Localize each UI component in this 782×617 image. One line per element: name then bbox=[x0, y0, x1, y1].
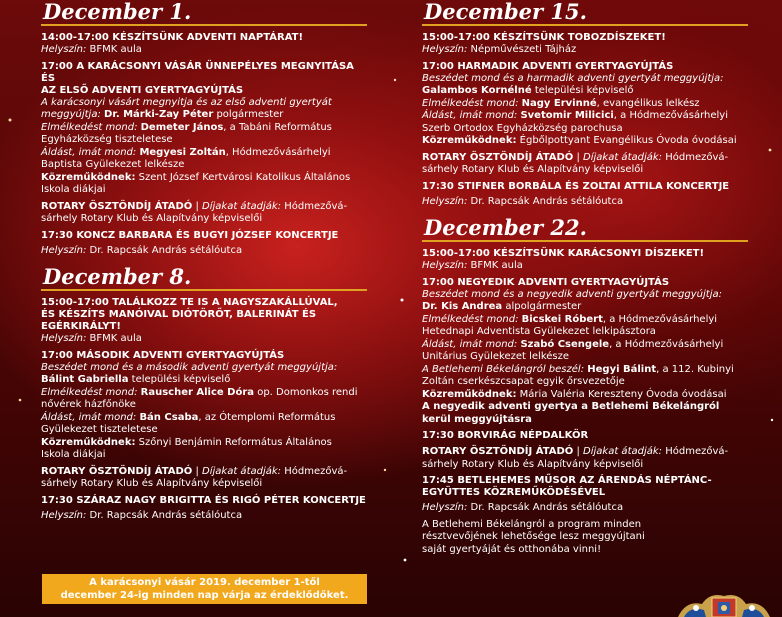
event-detail: sárhely Rotary Klub és Alapítvány képviselői bbox=[41, 478, 263, 489]
detail-label: Közreműködnek: bbox=[41, 436, 136, 448]
event-rotary-award bbox=[41, 201, 367, 226]
event-title-line: 17:00 A KARÁCSONYI VÁSÁR ÜNNEPÉLYES MEGNYITÁSA ÉS bbox=[41, 60, 354, 84]
person-name: Dr. Kis Andrea bbox=[422, 301, 503, 312]
detail-text: op. Domonkos rendi bbox=[257, 386, 358, 398]
event-rotary-award bbox=[422, 446, 748, 471]
detail-text: , a Hódmezővásárhelyi bbox=[602, 313, 718, 325]
event-title: ROTARY ÖSZTÖNDÍJ ÁTADÓ bbox=[422, 151, 574, 163]
event-detail: nővérek házfőnöke bbox=[41, 399, 136, 410]
detail-text: , a Hódmezővásárhelyi bbox=[613, 110, 728, 121]
event-detail: sárhely Rotary Klub és Alapítvány képviselői bbox=[422, 458, 644, 470]
detail-text: , a Hódmezővásárhelyi bbox=[609, 338, 724, 350]
person-name: Svetomir Milicici bbox=[520, 110, 614, 121]
event-title-line: 15:00-17:00 TALÁLKOZZ TE IS A NAGYSZAKÁLLÚVAL, bbox=[41, 297, 338, 308]
detail-text: Hódmezővá- bbox=[284, 465, 348, 477]
left-column bbox=[41, 0, 367, 526]
event-concert bbox=[41, 495, 367, 523]
event-title: 17:30 BORVIRÁG NÉPDALKÖR bbox=[422, 430, 589, 441]
venue: BFMK aula bbox=[470, 260, 523, 271]
event-nativity-play bbox=[422, 475, 748, 515]
venue-label: Helyszín: bbox=[41, 333, 87, 344]
detail-text: , az Ótemplomi Református bbox=[198, 411, 336, 423]
person-name: Megyesi Zoltán bbox=[139, 146, 226, 158]
detail-label: Áldást, imát mond: bbox=[422, 110, 518, 121]
venue: Dr. Rapcsák András sétálóutca bbox=[89, 509, 243, 521]
event-rotary-award bbox=[41, 466, 367, 491]
note-line: saját gyertyáját és otthonába vinni! bbox=[422, 543, 602, 555]
event-detail: sárhely Rotary Klub és Alapítvány képviselői bbox=[41, 213, 263, 224]
event-folk-choir bbox=[422, 430, 748, 442]
detail-label: meggyújtja: bbox=[41, 109, 101, 120]
detail-text: Szőnyi Benjámin Református Általános bbox=[138, 436, 332, 448]
market-dates-banner bbox=[42, 574, 367, 604]
event-second-advent bbox=[41, 350, 367, 462]
person-name: Szabó Csengele bbox=[520, 338, 610, 350]
detail-label: Közreműködnek: bbox=[422, 135, 517, 146]
detail-label: Díjakat átadják: bbox=[202, 200, 282, 212]
event-title: ROTARY ÖSZTÖNDÍJ ÁTADÓ bbox=[41, 465, 193, 477]
detail-label: Elmélkedést mond: bbox=[41, 121, 138, 133]
event-detail: Egyházközség tiszteletese bbox=[41, 134, 173, 145]
event-title: 15:00-17:00 KÉSZÍTSÜNK TOBOZDÍSZEKET! bbox=[422, 32, 666, 43]
event-decorations-workshop bbox=[422, 248, 748, 273]
detail-label: Áldást, imát mond: bbox=[41, 146, 137, 158]
event-title-line: 17:45 BETLEHEMES MŰSOR AZ ÁRENDÁS NÉPTÁNC- bbox=[422, 475, 712, 486]
detail-text: Szent József Kertvárosi Katolikus Általános bbox=[138, 171, 351, 183]
event-detail: Unitárius Gyülekezet lelkésze bbox=[422, 351, 570, 362]
person-name: Demeter János bbox=[140, 121, 224, 133]
event-detail: Iskola diákjai bbox=[41, 449, 106, 460]
event-highlight: A negyedik adventi gyertya a Betlehemi Békelángról bbox=[422, 401, 720, 412]
event-santa-workshop bbox=[41, 297, 367, 346]
event-market-opening bbox=[41, 61, 367, 197]
detail-label: Díjakat átadják: bbox=[583, 151, 663, 163]
venue: Dr. Rapcsák András sétálóutca bbox=[470, 195, 624, 207]
event-title: 15:00-17:00 KÉSZÍTSÜNK KARÁCSONYI DÍSZEKET! bbox=[422, 248, 705, 259]
heading-december-1: December 1. bbox=[41, 0, 367, 26]
event-concert bbox=[422, 181, 748, 209]
detail-text: , a Tabáni Református bbox=[223, 121, 332, 133]
detail-text: , evangélikus lelkész bbox=[596, 97, 700, 109]
event-detail: Gyülekezet tiszteletese bbox=[41, 424, 158, 435]
heading-december-22: December 22. bbox=[422, 216, 748, 242]
venue-label: Helyszín: bbox=[422, 260, 468, 271]
person-name: Bán Csaba bbox=[139, 411, 199, 423]
banner-line: A karácsonyi vásár 2019. december 1-től bbox=[89, 577, 320, 588]
separator: | bbox=[576, 151, 580, 163]
venue: BFMK aula bbox=[89, 333, 142, 344]
event-title: 17:00 MÁSODIK ADVENTI GYERTYAGYÚJTÁS bbox=[41, 349, 285, 361]
venue-label: Helyszín: bbox=[422, 44, 468, 55]
detail-text: Hódmezővá- bbox=[665, 151, 729, 163]
event-detail: Beszédet mond és a harmadik adventi gyertyát meggyújtja: bbox=[422, 72, 724, 84]
event-title-line: ÉS KÉSZÍTS MANÓIVAL DIÓTÖRŐT, BALERINÁT ÉS bbox=[41, 309, 317, 320]
detail-label: A Betlehemi Békelángról beszél: bbox=[422, 363, 585, 375]
separator: | bbox=[195, 465, 199, 477]
detail-label: Áldást, imát mond: bbox=[422, 338, 518, 350]
detail-label: Áldást, imát mond: bbox=[41, 411, 137, 423]
detail-label: Elmélkedést mond: bbox=[422, 97, 519, 109]
event-detail: Zoltán cserkészcsapat egyik őrsvezetője bbox=[422, 376, 625, 387]
event-title-line: EGYÜTTES KÖZREMŰKÖDÉSÉVEL bbox=[422, 487, 606, 498]
person-name: Hegyi Bálint bbox=[587, 363, 657, 375]
separator: | bbox=[576, 446, 580, 457]
event-detail: Beszédet mond és a negyedik adventi gyertyát meggyújtja: bbox=[422, 288, 722, 300]
detail-label: Közreműködnek: bbox=[41, 171, 136, 183]
venue: Népművészeti Tájház bbox=[470, 44, 577, 55]
city-coat-of-arms-icon bbox=[676, 586, 772, 617]
detail-text: települési képviselő bbox=[534, 85, 634, 96]
detail-text: Hódmezővá- bbox=[284, 200, 348, 212]
event-title: 17:00 HARMADIK ADVENTI GYERTYAGYÚJTÁS bbox=[422, 60, 674, 72]
event-title: 17:30 STIFNER BORBÁLA ÉS ZOLTAI ATTILA KONCERTJE bbox=[422, 180, 730, 192]
venue-label: Helyszín: bbox=[41, 44, 87, 55]
detail-label: Elmélkedést mond: bbox=[41, 386, 138, 398]
venue: Dr. Rapcsák András sétálóutca bbox=[470, 502, 624, 513]
event-detail: Baptista Gyülekezet lelkésze bbox=[41, 159, 185, 170]
venue-label: Helyszín: bbox=[422, 195, 468, 207]
venue: Dr. Rapcsák András sétálóutca bbox=[89, 244, 243, 256]
detail-text: polgármester bbox=[216, 109, 284, 120]
heading-december-8: December 8. bbox=[41, 265, 367, 291]
right-column bbox=[422, 0, 748, 560]
separator: | bbox=[195, 200, 199, 212]
event-detail: Iskola diákjai bbox=[41, 184, 106, 195]
event-advent-calendar bbox=[41, 32, 367, 57]
venue-label: Helyszín: bbox=[41, 244, 87, 256]
detail-text: települési képviselő bbox=[131, 374, 231, 385]
banner-line: december 24-ig minden nap várja az érdeklődőket. bbox=[60, 590, 349, 601]
event-third-advent bbox=[422, 61, 748, 148]
event-detail: Szerb Ortodox Egyházközség parochusa bbox=[422, 122, 623, 134]
event-detail: Hetednapi Adventista Gyülekezet lelkipásztora bbox=[422, 326, 656, 337]
event-title: 14:00-17:00 KÉSZÍTSÜNK ADVENTI NAPTÁRAT! bbox=[41, 32, 304, 43]
note-line: A Betlehemi Békelángról a program minden bbox=[422, 518, 642, 530]
event-detail: Beszédet mond és a második adventi gyertyát meggyújtja: bbox=[41, 361, 338, 373]
event-pinecone-workshop bbox=[422, 32, 748, 57]
person-name: Galambos Kornélné bbox=[422, 85, 532, 96]
event-title-line: EGÉRKIRÁLYT! bbox=[41, 321, 121, 332]
person-name: Dr. Márki-Zay Péter bbox=[104, 109, 214, 120]
detail-label: Díjakat átadják: bbox=[583, 446, 663, 457]
detail-text: , a 112. Kubinyi bbox=[656, 363, 734, 375]
detail-text: Égbőlpottyant Evangélikus Óvoda óvodásai bbox=[519, 135, 737, 146]
detail-text: Hódmezővá- bbox=[665, 446, 729, 457]
event-detail: sárhely Rotary Klub és Alapítvány képviselői bbox=[422, 164, 644, 175]
heading-december-15: December 15. bbox=[422, 0, 748, 26]
event-title-line: AZ ELSŐ ADVENTI GYERTYAGYÚJTÁS bbox=[41, 84, 244, 96]
event-rotary-award bbox=[422, 152, 748, 177]
detail-text: , Hódmezővásárhelyi bbox=[225, 146, 331, 158]
venue: BFMK aula bbox=[89, 44, 142, 55]
person-name: Rauscher Alice Dóra bbox=[140, 386, 255, 398]
event-title: 17:30 KONCZ BARBARA ÉS BUGYI JÓZSEF KONCERTJE bbox=[41, 229, 339, 241]
venue-label: Helyszín: bbox=[41, 509, 87, 521]
person-name: Nagy Ervinné bbox=[521, 97, 597, 109]
detail-label: Elmélkedést mond: bbox=[422, 313, 519, 325]
event-title: 17:30 SZÁRAZ NAGY BRIGITTA ÉS RIGÓ PÉTER KONCERTJE bbox=[41, 494, 366, 506]
event-title: 17:00 NEGYEDIK ADVENTI GYERTYAGYÚJTÁS bbox=[422, 276, 670, 288]
person-name: Bálint Gabriella bbox=[41, 374, 129, 385]
event-fourth-advent bbox=[422, 277, 748, 427]
detail-label: Díjakat átadják: bbox=[202, 465, 282, 477]
event-concert bbox=[41, 230, 367, 258]
venue-label: Helyszín: bbox=[422, 502, 468, 513]
detail-label: Közreműködnek: bbox=[422, 388, 517, 400]
detail-text: alpolgármester bbox=[505, 301, 582, 312]
event-detail: A karácsonyi vásárt megnyitja és az első adventi gyertyát bbox=[41, 96, 332, 108]
note-line: résztvevőjének lehetősége lesz meggyújtani bbox=[422, 531, 645, 542]
peace-light-note bbox=[422, 519, 748, 557]
person-name: Bicskei Róbert bbox=[521, 313, 603, 325]
detail-text: Mária Valéria Kereszteny Óvoda óvodásai bbox=[519, 388, 727, 400]
event-title: ROTARY ÖSZTÖNDÍJ ÁTADÓ bbox=[422, 446, 574, 457]
event-highlight: kerül meggyújtásra bbox=[422, 413, 532, 425]
event-title: ROTARY ÖSZTÖNDÍJ ÁTADÓ bbox=[41, 200, 193, 212]
